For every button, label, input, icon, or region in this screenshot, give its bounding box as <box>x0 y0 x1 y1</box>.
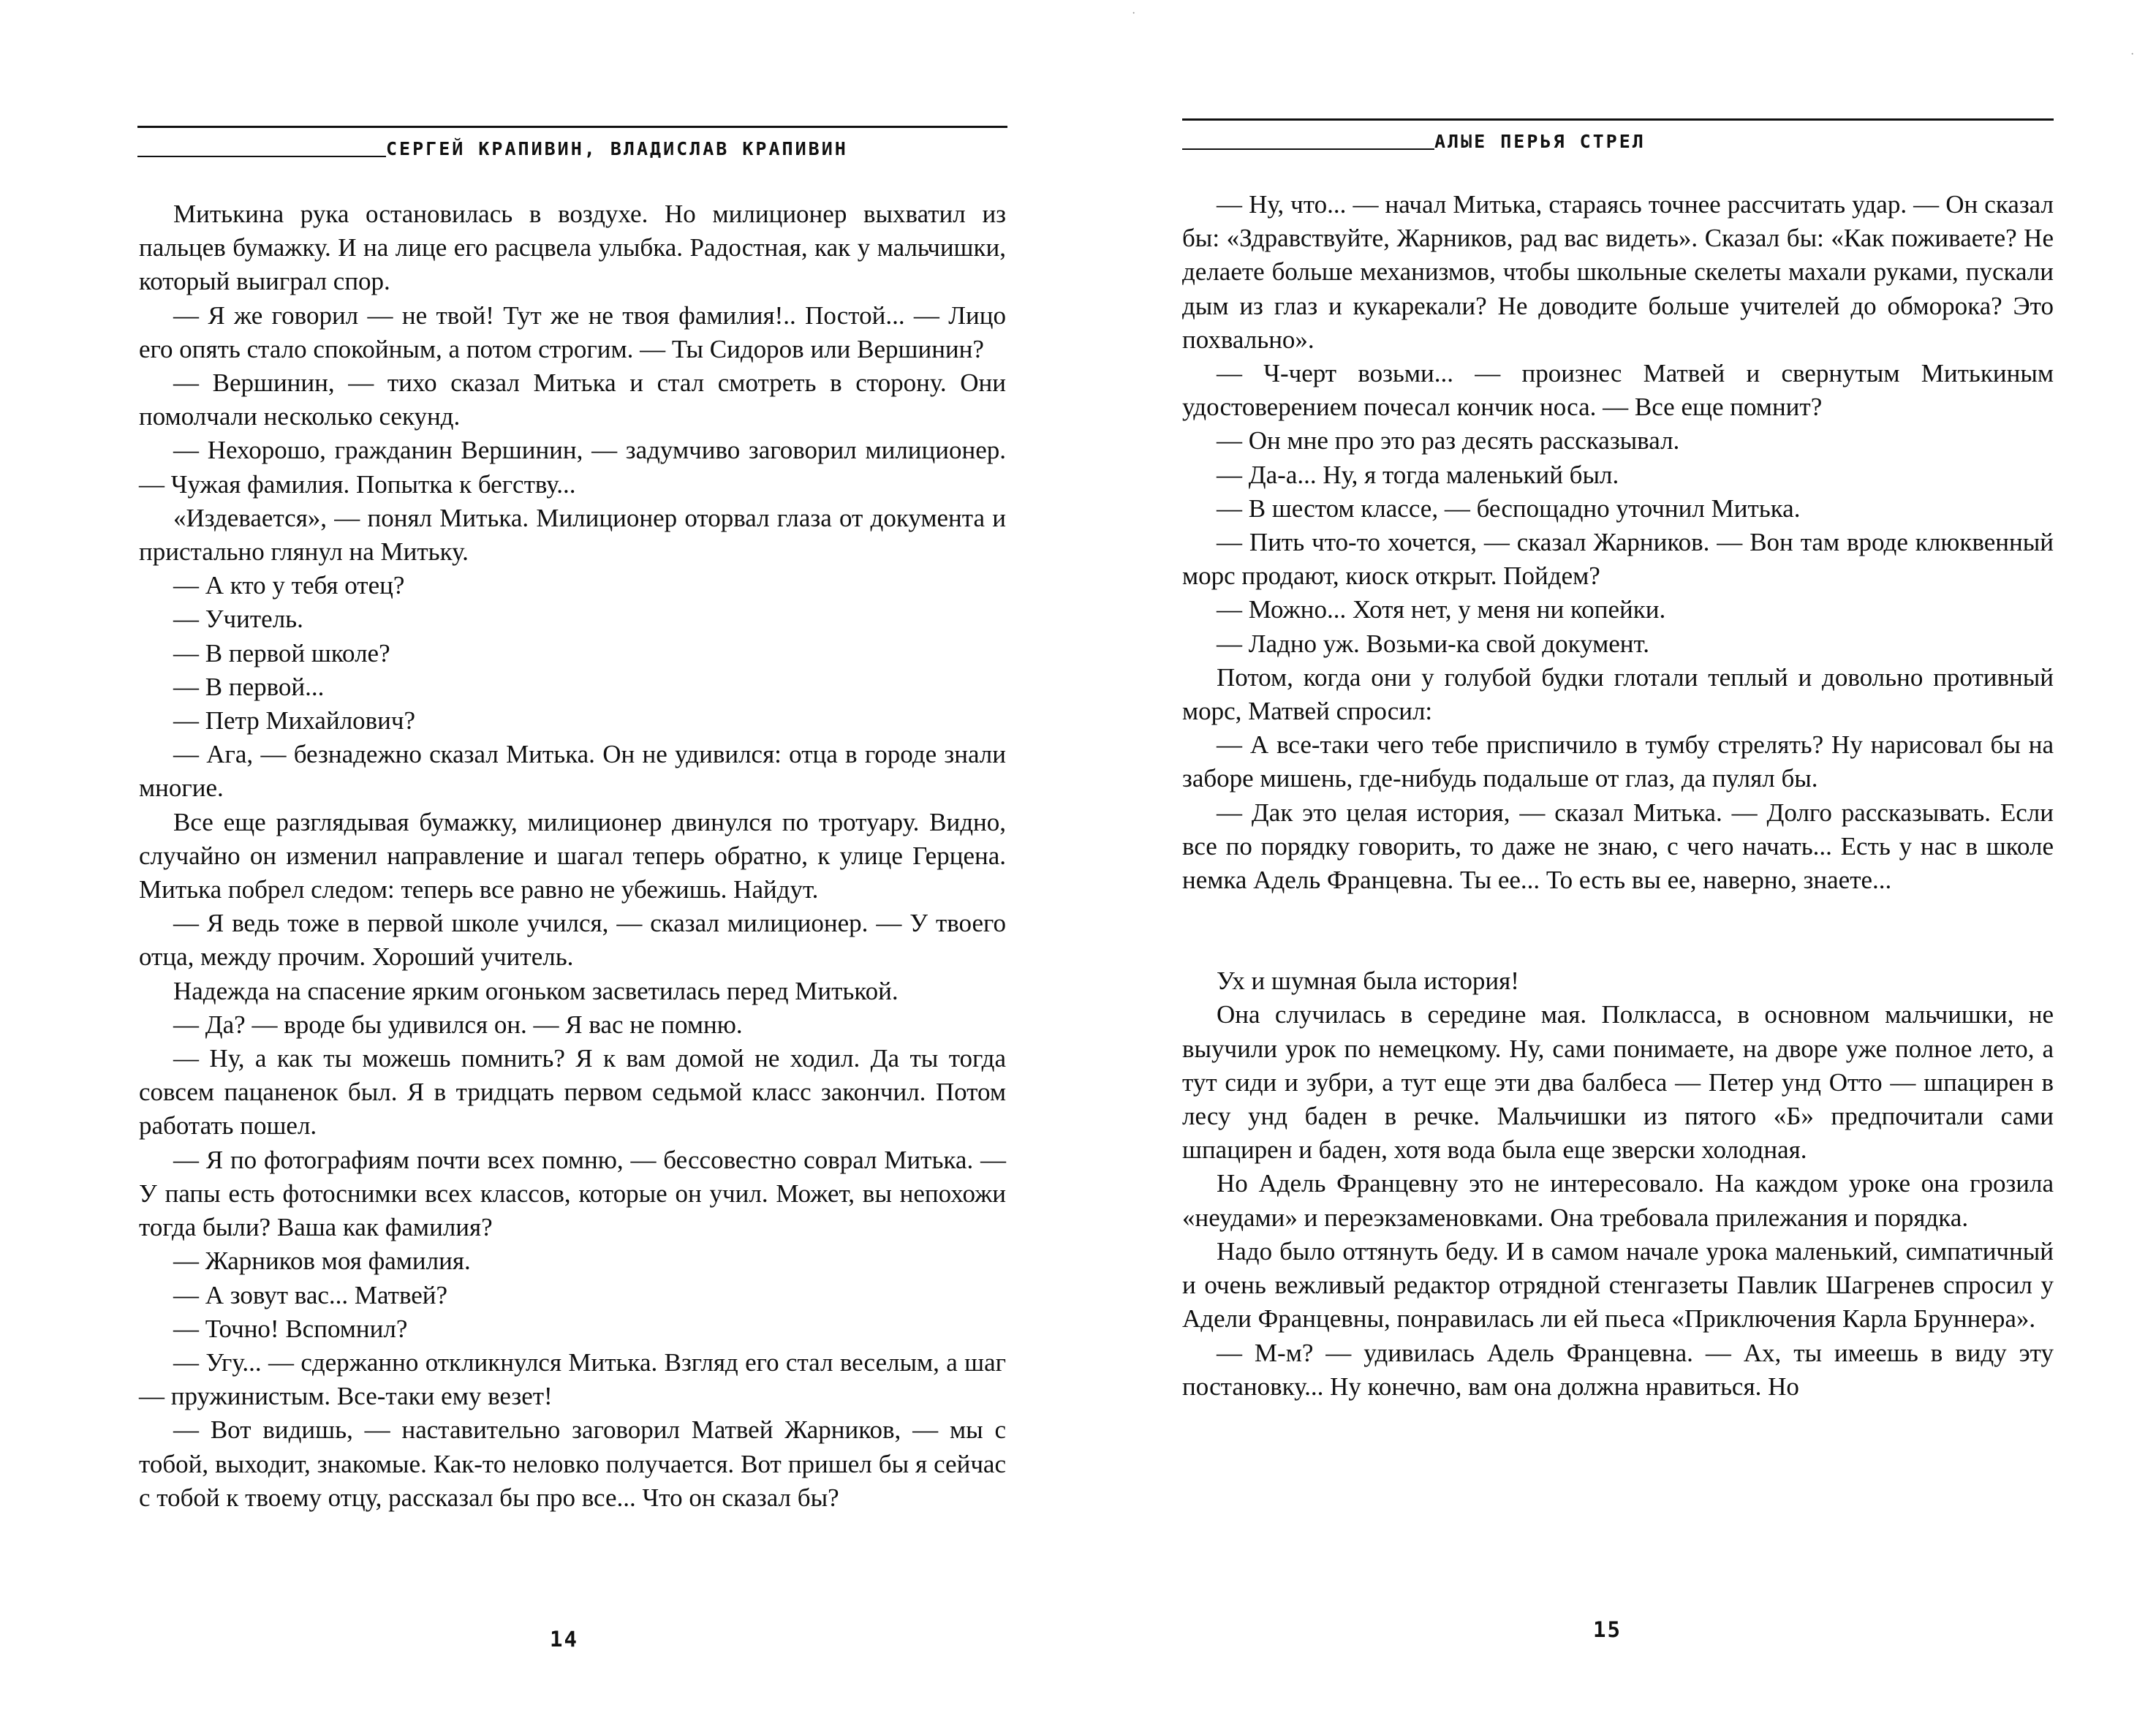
paragraph: — Ну, а как ты можешь помнить? Я к вам домой не ходил. Да ты тогда совсем пацаненок был. Я в тридцать первом седьмой класс закончил. Потом работать пошел. <box>139 1044 1006 1141</box>
paragraph: — Он мне про это раз десять рассказывал. <box>1217 426 1680 455</box>
paragraph: — А зовут вас... Матвей? <box>173 1280 448 1309</box>
paragraph: — Угу... — сдержанно откликнулся Митька. Взгляд его стал веселым, а шаг — пружинистым. Все-таки ему везет! <box>139 1347 1006 1411</box>
corner-mark: · <box>2130 48 2135 61</box>
running-head-rule <box>1182 148 1434 150</box>
left-page-number: 14 <box>550 1627 578 1652</box>
paragraph: — А кто у тебя отец? <box>173 571 405 600</box>
paragraph: — В первой... <box>173 672 325 701</box>
right-text-block <box>1182 188 2054 1404</box>
paragraph: Надежда на спасение ярким огоньком засветилась перед Митькой. <box>173 976 899 1005</box>
paragraph: — В шестом классе, — беспощадно уточнил Митька. <box>1217 493 1801 523</box>
left-running-head-text: СЕРГЕЙ КРАПИВИН, ВЛАДИСЛАВ КРАПИВИН <box>386 138 848 159</box>
paragraph: — Ну, что... — начал Митька, стараясь точнее рассчитать удар. — Он сказал бы: «Здравствуйте, Жарников, рад вас видеть». Сказал бы: «Как поживаете? Не делаете больше механизмов, чтобы школьные скелеты махали руками, пускали дым из глаз и кукарекали? Не доводите больше учителей до обморока? Это похвально». <box>1182 190 2054 354</box>
paragraph: — А все-таки чего тебе приспичило в тумбу стрелять? Ну нарисовал бы на заборе мишень, где-нибудь подальше от глаз, да пулял бы. <box>1182 730 2054 793</box>
paragraph: — Петр Михайлович? <box>173 706 416 735</box>
paragraph: — Ага, — безнадежно сказал Митька. Он не удивился: отца в городе знали многие. <box>139 740 1006 803</box>
paragraph: — Я по фотографиям почти всех помню, — бессовестно соврал Митька. — У папы есть фотоснимки всех классов, которые он учил. Может, вы непохожи тогда были? Ваша как фамилия? <box>139 1145 1006 1242</box>
paragraph: — Я же говорил — не твой! Тут же не твоя фамилия!.. Постой... — Лицо его опять стало спокойным, а потом строгим. — Ты Сидоров или Вершинин? <box>139 300 1006 363</box>
paragraph: — Можно... Хотя нет, у меня ни копейки. <box>1217 595 1666 624</box>
paragraph: — Ладно уж. Возьми-ка свой документ. <box>1217 629 1649 658</box>
paragraph: — Жарников моя фамилия. <box>173 1247 471 1276</box>
left-running-head <box>137 126 1007 159</box>
paragraph: Митькина рука остановилась в воздухе. Но милиционер выхватил из пальцев бумажку. И на лице его расцвела улыбка. Радостная, как у мальчишки, который выиграл спор. <box>139 200 1006 296</box>
paragraph: — Учитель. <box>173 605 303 634</box>
gutter-mark: · <box>1132 7 1136 20</box>
paragraph: — М-м? — удивилась Адель Францевна. — Ах, ты имеешь в виду эту постановку... Ну конечно, вам она должна нравиться. Но <box>1182 1338 2054 1401</box>
paragraph: Все еще разглядывая бумажку, милиционер двинулся по тротуару. Видно, случайно он изменил направление и шагал теперь обратно, к улице Герцена. Митька побрел следом: теперь все равно не убежишь. Найдут. <box>139 807 1006 904</box>
paragraph: — Вот видишь, — наставительно заговорил Матвей Жарников, — мы с тобой, выходит, знакомые. Как-то неловко получается. Вот пришел бы я сейчас с тобой к твоему отцу, рассказал бы про все... Что он сказал бы? <box>139 1415 1006 1512</box>
paragraph: — Вершинин, — тихо сказал Митька и стал смотреть в сторону. Они помолчали несколько секунд. <box>139 368 1006 431</box>
paragraph: Но Адель Францевну это не интересовало. На каждом уроке она грозила «неудами» и переэкзаменовками. Она требовала прилежания и порядка. <box>1182 1169 2054 1232</box>
paragraph: «Издевается», — понял Митька. Милиционер оторвал глаза от документа и пристально глянул на Митьку. <box>139 503 1006 567</box>
right-page-number: 15 <box>1593 1617 1622 1642</box>
left-text-block <box>139 197 1006 1515</box>
right-running-head <box>1182 118 2054 152</box>
right-page <box>1078 0 2156 1732</box>
paragraph: Потом, когда они у голубой будки глотали теплый и довольно противный морс, Матвей спросил: <box>1182 662 2054 726</box>
paragraph: Надо было оттянуть беду. И в самом начале урока маленький, симпатичный и очень вежливый редактор отрядной стенгазеты Павлик Шагренев спросил у Адели Францевны, понравилась ли ей пьеса «Приключения Карла Бруннера». <box>1182 1236 2054 1334</box>
paragraph: — Я ведь тоже в первой школе учился, — сказал милиционер. — У твоего отца, между прочим. Хороший учитель. <box>139 909 1006 972</box>
paragraph: — В первой школе? <box>173 638 390 668</box>
paragraph: — Нехорошо, гражданин Вершинин, — задумчиво заговорил милиционер. — Чужая фамилия. Попытка к бегству... <box>139 436 1006 499</box>
paragraph: — Точно! Вспомнил? <box>173 1314 408 1343</box>
paragraph: — Ч-черт возьми... — произнес Матвей и свернутым Митькиным удостоверением почесал кончик носа. — Все еще помнит? <box>1182 359 2054 422</box>
paragraph: Ух и шумная была история! <box>1217 967 1519 996</box>
paragraph: — Да-а... Ну, я тогда маленький был. <box>1217 460 1619 489</box>
right-running-head-text: АЛЫЕ ПЕРЬЯ СТРЕЛ <box>1434 131 1646 152</box>
running-head-rule <box>137 156 386 157</box>
paragraph: — Да? — вроде бы удивился он. — Я вас не помню. <box>173 1010 743 1039</box>
paragraph: — Дак это целая история, — сказал Митька. — Долго рассказывать. Если все по порядку говорить, то даже не знаю, с чего начать... Есть у нас в школе немка Адель Францевна. Ты ее... То есть вы ее, наверно, знаете... <box>1182 798 2054 895</box>
paragraph: — Пить что-то хочется, — сказал Жарников. — Вон там вроде клюквенный морс продают, киоск открыт. Пойдем? <box>1182 528 2054 591</box>
paragraph: Она случилась в середине мая. Полкласса, в основном мальчишки, не выучили урок по немецкому. Ну, сами понимаете, на дворе уже полное лето, а тут сиди и зубри, а тут еще эти два балбеса — Петер унд Отто — шпацирен в лесу унд баден в речке. Мальчишки из пятого «Б» предпочитали сами шпацирен и баден, хотя вода была еще зверски холодная. <box>1182 1000 2054 1165</box>
